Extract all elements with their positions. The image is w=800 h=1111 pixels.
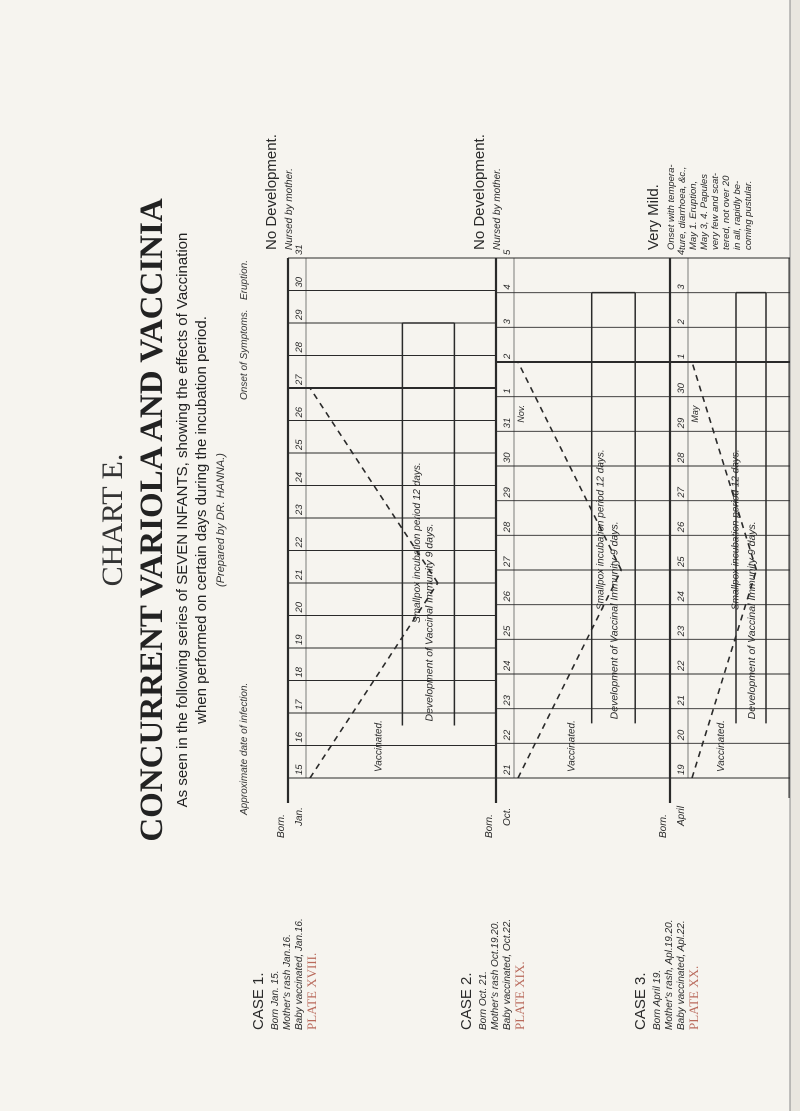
day-number: 3 xyxy=(502,319,513,325)
case-outcome-note: ture, diarrhoea, &c., xyxy=(677,166,688,250)
day-number: 28 xyxy=(294,341,305,353)
case-outcome-note: coming pustular. xyxy=(743,180,754,250)
day-number: 27 xyxy=(294,374,305,385)
prepared-by: (Prepared by DR. HANNA.) xyxy=(215,453,227,587)
day-number: 30 xyxy=(676,383,687,394)
eruption-label: Eruption. xyxy=(239,259,250,300)
day-number: 26 xyxy=(676,521,687,533)
day-number: 20 xyxy=(676,729,687,741)
case-outcome: No Development. xyxy=(471,134,488,250)
day-number: 4 xyxy=(676,249,687,255)
vaccinated-tag: Vaccinated. xyxy=(373,720,385,772)
vaccinal-immunity-label: Development of Vaccinal Immunity 9 days. xyxy=(608,521,621,720)
case-outcome-note: in all, rapidly be- xyxy=(732,180,743,250)
header xyxy=(96,198,227,842)
day-number: 25 xyxy=(294,439,305,450)
day-number: 27 xyxy=(502,556,513,567)
day-number: 21 xyxy=(502,764,513,775)
month-label: April xyxy=(676,805,687,826)
day-number: 23 xyxy=(294,504,305,515)
case-mother-rash: Mother's rash, Apl.19.20. xyxy=(664,919,675,1030)
day-number: 22 xyxy=(294,536,305,548)
case-baby-vaccinated: Baby vaccinated, Jan.16. xyxy=(294,918,305,1030)
day-number: 22 xyxy=(502,729,513,741)
day-number: 17 xyxy=(294,699,305,710)
smallpox-incubation-label: Smallpox incubation period 12 days. xyxy=(411,462,423,623)
day-number: 23 xyxy=(502,695,513,706)
day-number: 1 xyxy=(502,388,513,394)
vaccinated-tag: Vaccinated. xyxy=(716,720,727,772)
case-born: Born Oct. 21. xyxy=(478,971,489,1030)
day-number: 19 xyxy=(294,634,305,645)
day-number: 19 xyxy=(676,764,687,775)
vaccinal-immunity-label: Development of Vaccinal Immunity 9 days. xyxy=(746,521,758,720)
chart-title: CONCURRENT VARIOLA AND VACCINIA xyxy=(134,198,170,842)
case-baby-vaccinated: Baby vaccinated, Apl.22. xyxy=(676,920,687,1030)
day-number: 28 xyxy=(502,521,513,533)
case-label: CASE 1. xyxy=(250,972,267,1030)
case-born: Born April 19. xyxy=(652,969,663,1030)
day-number: 25 xyxy=(502,625,513,637)
day-number: 30 xyxy=(294,276,305,288)
case-outcome-note: Onset with tempera- xyxy=(666,164,677,250)
month-label: Jan. xyxy=(294,807,305,826)
day-number: 16 xyxy=(294,731,305,743)
chart-label: CHART E. xyxy=(96,453,129,587)
day-number: 28 xyxy=(676,452,687,463)
case-mother-rash: Mother's rash Oct.19.20. xyxy=(490,920,501,1030)
day-number: 29 xyxy=(502,487,513,498)
day-number: 26 xyxy=(502,591,513,602)
day-number: 26 xyxy=(294,406,305,418)
day-number: 21 xyxy=(676,695,687,706)
day-number: 27 xyxy=(676,487,687,498)
day-number: 30 xyxy=(502,452,513,463)
chart-subtitle-2: when performed on certain days during the incubation period. xyxy=(193,316,210,724)
case-outcome: Very Mild. xyxy=(645,184,662,250)
case-outcome-note: May 3, 4. Papules xyxy=(699,173,710,250)
day-number: 29 xyxy=(294,309,305,320)
day-number: 2 xyxy=(676,319,687,325)
next-month-label: May xyxy=(690,405,700,423)
case-outcome-note: Nursed by mother. xyxy=(492,168,503,250)
case-2-panel xyxy=(496,258,670,803)
day-number: 20 xyxy=(294,601,305,613)
month-label: Oct. xyxy=(502,807,513,826)
day-number: 25 xyxy=(676,556,687,567)
day-number: 15 xyxy=(294,764,305,775)
born-tag: Born. xyxy=(658,814,669,838)
case-plate: PLATE XVIII. xyxy=(304,952,319,1030)
born-tag: Born. xyxy=(484,814,495,838)
day-number: 31 xyxy=(294,244,305,255)
born-tag: Born. xyxy=(276,814,287,838)
day-number: 5 xyxy=(502,249,513,255)
case-outcome-note: very few and scat- xyxy=(710,172,721,250)
case-label: CASE 3. xyxy=(632,972,649,1030)
day-number: 24 xyxy=(294,471,305,483)
next-month-label: Nov. xyxy=(516,404,526,423)
day-number: 18 xyxy=(294,666,305,678)
smallpox-incubation-label: Smallpox incubation period 12 days. xyxy=(595,449,607,610)
day-number: 1 xyxy=(676,353,687,359)
day-number: 23 xyxy=(676,625,687,637)
day-number: 31 xyxy=(502,417,513,429)
case-baby-vaccinated: Baby vaccinated, Oct.22. xyxy=(502,918,513,1030)
vaccinated-tag: Vaccinated. xyxy=(566,720,578,772)
day-number: 2 xyxy=(502,353,513,359)
case-plate: PLATE XIX. xyxy=(512,961,527,1030)
case-outcome-note: May 1. Eruption, xyxy=(688,180,699,250)
smallpox-incubation-label: Smallpox incubation period 12 days. xyxy=(730,449,742,610)
vaccinal-immunity-label: Development of Vaccinal Immunity 9 days. xyxy=(423,523,436,722)
chart-subtitle-1: As seen in the following series of SEVEN INFANTS, showing the effects of Vaccination xyxy=(174,232,191,808)
case-outcome-note: tered, not over 20 xyxy=(721,175,732,250)
approximate-infection-label: Approximate date of infection. xyxy=(239,682,250,815)
case-label: CASE 2. xyxy=(458,972,475,1030)
day-number: 29 xyxy=(676,417,687,429)
case-1-panel xyxy=(288,258,496,803)
onset-symptoms-label: Onset of Symptoms. xyxy=(239,309,250,400)
day-number: 21 xyxy=(294,569,305,580)
day-number: 22 xyxy=(676,660,687,671)
day-number: 4 xyxy=(502,284,513,290)
day-number: 24 xyxy=(502,660,513,671)
case-mother-rash: Mother's rash Jan.16. xyxy=(282,934,293,1030)
case-outcome-note: Nursed by mother. xyxy=(284,168,295,250)
case-born: Born Jan. 15. xyxy=(270,970,281,1030)
day-number: 3 xyxy=(676,284,687,290)
case-outcome: No Development. xyxy=(263,134,280,250)
page-edge xyxy=(790,0,800,1111)
day-number: 24 xyxy=(676,591,687,602)
case-plate: PLATE XX. xyxy=(686,965,701,1030)
